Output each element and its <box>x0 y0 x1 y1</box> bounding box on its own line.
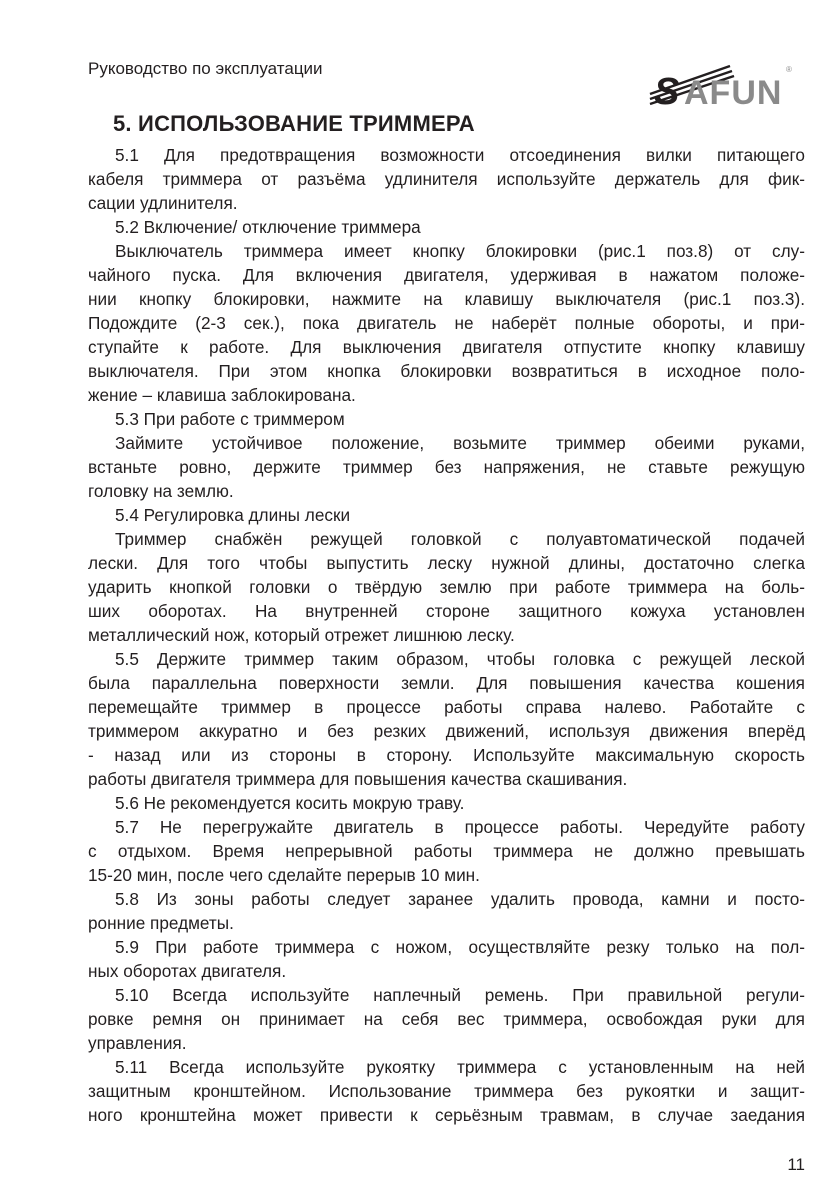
text-line: управления. <box>88 1033 187 1053</box>
text-line: встаньте ровно, держите триммер без напряжения, не ставьте режущую <box>88 457 805 477</box>
svg-text:®: ® <box>786 65 792 74</box>
text-line: ровке ремня он принимает на себя вес триммера, освобождая руки для <box>88 1009 805 1029</box>
text-line: Триммер снабжён режущей головкой с полуавтоматической подачей <box>115 529 805 549</box>
text-line: 5.8 Из зоны работы следует заранее удалить провода, камни и посто- <box>115 889 805 909</box>
svg-text:S: S <box>654 71 680 108</box>
text-line: защитным кронштейном. Использование триммера без рукоятки и защит- <box>88 1081 805 1101</box>
text-line: триммером аккуратно и без резких движений, используя движения вперёд <box>88 721 805 741</box>
text-line: 5.7 Не перегружайте двигатель в процессе работы. Чередуйте работу <box>115 817 805 837</box>
text-line: 5.9 При работе триммера с ножом, осуществляйте резку только на пол- <box>115 937 805 957</box>
text-line: ного кронштейна может привести к серьёзным травмам, в случае заедания <box>88 1105 805 1125</box>
text-line: 5.5 Держите триммер таким образом, чтобы головка с режущей леской <box>115 649 805 669</box>
svg-text:AFUN: AFUN <box>684 74 783 108</box>
text-line: ных оборотах двигателя. <box>88 961 287 981</box>
text-line: выключателя. При этом кнопка блокировки возвратиться в исходное поло- <box>88 361 805 381</box>
safun-logo <box>640 58 800 108</box>
text-line: 5.3 При работе с триммером <box>115 409 345 429</box>
text-line: работы двигателя триммера для повышения качества скашивания. <box>88 769 628 789</box>
text-line: ронние предметы. <box>88 913 234 933</box>
text-line: 5.11 Всегда используйте рукоятку триммера с установленным на ней <box>115 1057 805 1077</box>
text-line: кабеля триммера от разъёма удлинителя используйте держатель для фик- <box>88 169 805 189</box>
text-line: чайного пуска. Для включения двигателя, удерживая в нажатом положе- <box>88 265 805 285</box>
text-line: - назад или из стороны в сторону. Используйте максимальную скорость <box>88 745 805 765</box>
text-line: жение – клавиша заблокирована. <box>88 385 356 405</box>
section-title: 5. ИСПОЛЬЗОВАНИЕ ТРИММЕРА <box>113 111 475 136</box>
text-line: ступайте к работе. Для выключения двигателя отпустите кнопку клавишу <box>88 337 805 357</box>
text-line: 5.2 Включение/ отключение триммера <box>115 217 421 237</box>
text-line: 5.1 Для предотвращения возможности отсоединения вилки питающего <box>115 145 805 165</box>
text-line: 5.6 Не рекомендуется косить мокрую траву. <box>115 793 465 813</box>
text-line: перемещайте триммер в процессе работы справа налево. Работайте с <box>88 697 805 717</box>
manual-title: Руководство по эксплуатации <box>88 59 323 78</box>
text-line: 15-20 мин, после чего сделайте перерыв 10 мин. <box>88 865 480 885</box>
body-text <box>88 143 805 1127</box>
text-line: металлический нож, который отрежет лишнюю леску. <box>88 625 515 645</box>
text-line: сации удлинителя. <box>88 193 238 213</box>
page-number: 11 <box>787 1155 805 1174</box>
text-line: с отдыхом. Время непрерывной работы триммера не должно превышать <box>88 841 805 861</box>
text-line: Подождите (2-3 сек.), пока двигатель не наберёт полные обороты, и при- <box>88 313 805 333</box>
text-line: лески. Для того чтобы выпустить леску нужной длины, достаточно слегка <box>88 553 805 573</box>
text-line: нии кнопку блокировки, нажмите на клавишу выключателя (рис.1 поз.3). <box>88 289 805 309</box>
text-line: головку на землю. <box>88 481 234 501</box>
text-line: Займите устойчивое положение, возьмите триммер обеими руками, <box>115 433 805 453</box>
text-line: ударить кнопкой головки о твёрдую землю при работе триммера на боль- <box>88 577 805 597</box>
text-line: Выключатель триммера имеет кнопку блокировки (рис.1 поз.8) от слу- <box>115 241 805 261</box>
text-line: 5.4 Регулировка длины лески <box>115 505 351 525</box>
text-line: была параллельна поверхности земли. Для повышения качества кошения <box>88 673 805 693</box>
text-line: 5.10 Всегда используйте наплечный ремень. При правильной регули- <box>115 985 805 1005</box>
text-line: ших оборотах. На внутренней стороне защитного кожуха установлен <box>88 601 805 621</box>
